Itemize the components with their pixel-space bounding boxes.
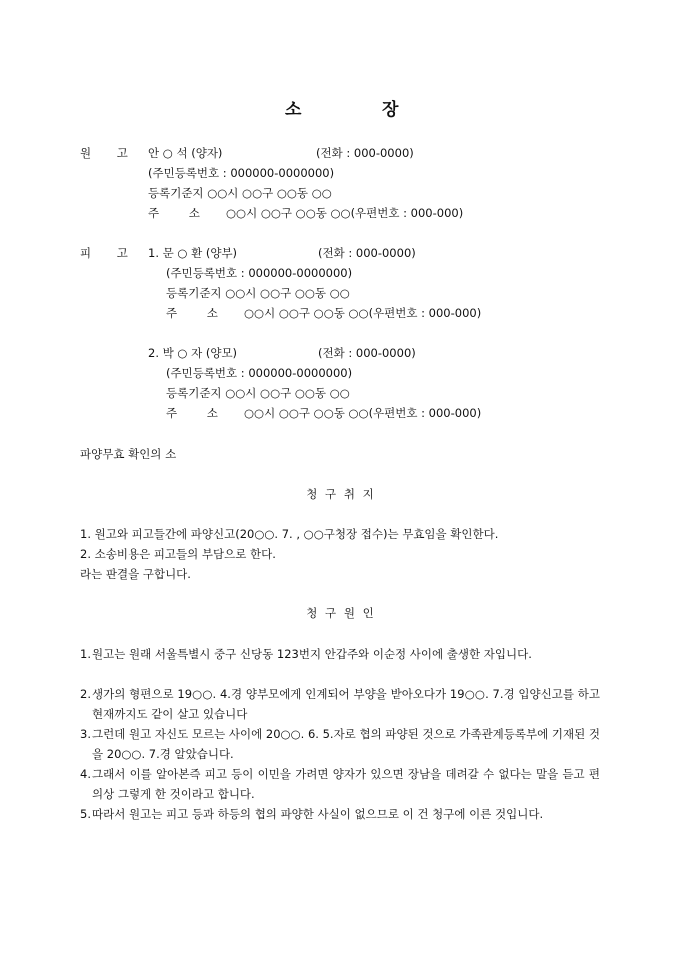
claim-cause-item-1	[80, 644, 600, 664]
claim-purpose-closing: 라는 판결을 구합니다.	[80, 567, 191, 581]
defendant-1-phone: (전화 : 000-0000)	[318, 246, 416, 260]
defendant-1-name: 1. 문 ○ 환 (양부)	[148, 246, 238, 260]
defendant-2-phone: (전화 : 000-0000)	[318, 346, 416, 360]
claim-cause-item-4	[80, 764, 600, 804]
defendant-1-address-label: 주 소	[166, 306, 218, 320]
plaintiff-phone: (전화 : 000-0000)	[316, 146, 414, 160]
claim-cause-item-number: 2.	[80, 687, 91, 701]
case-name: 파양무효 확인의 소	[80, 447, 177, 461]
defendant-1-resident-number: (주민등록번호 : 000000-0000000)	[166, 266, 353, 280]
defendant-2-address: ○○시 ○○구 ○○동 ○○(우편번호 : 000-000)	[244, 406, 482, 420]
plaintiff-address-label: 주 소	[148, 206, 200, 220]
defendant-1-address: ○○시 ○○구 ○○동 ○○(우편번호 : 000-000)	[244, 306, 482, 320]
claim-purpose-heading: 청 구 취 지	[306, 487, 374, 501]
claim-cause-item-text: 따라서 원고는 피고 등과 하등의 협의 파양한 사실이 없으므로 이 건 청구에 이른 것입니다.	[92, 807, 544, 821]
claim-cause-item-text: 그런데 원고 자신도 모르는 사이에 20○○. 6. 5.자로 협의 파양된 것으로 가족관계등록부에 기재된 것을 20○○. 7.경 알았습니다.	[92, 727, 600, 761]
claim-cause-heading: 청 구 원 인	[306, 606, 374, 620]
defendant-2-resident-number: (주민등록번호 : 000000-0000000)	[166, 366, 353, 380]
title-char-2: 장	[382, 100, 399, 120]
claim-cause-item-number: 1.	[80, 647, 91, 661]
claim-purpose-item-2: 2. 소송비용은 피고들의 부담으로 한다.	[80, 547, 276, 561]
title-char-1: 소	[285, 100, 302, 120]
defendant-2-address-label: 주 소	[166, 406, 218, 420]
plaintiff-address: ○○시 ○○구 ○○동 ○○(우편번호 : 000-000)	[226, 206, 464, 220]
defendant-2-registration-base: 등록기준지 ○○시 ○○구 ○○동 ○○	[166, 386, 350, 400]
claim-cause-item-number: 5.	[80, 807, 91, 821]
claim-purpose-item-1: 1. 원고와 피고들간에 파양신고(20○○. 7. , ○○구청장 접수)는 무효임을 확인한다.	[80, 527, 499, 541]
claim-cause-item-text: 원고는 원래 서울특별시 중구 신당동 123번지 안갑주와 이순정 사이에 출생한 자입니다.	[92, 647, 532, 661]
claim-cause-item-text: 생가의 형편으로 19○○. 4.경 양부모에게 인계되어 부양을 받아오다가 19○○. 7.경 입양신고를 하고 현재까지도 같이 살고 있습니다	[92, 687, 600, 721]
claim-cause-item-number: 4.	[80, 767, 91, 781]
claim-cause-item-2	[80, 684, 600, 724]
defendant-2-name: 2. 박 ○ 자 (양모)	[148, 346, 238, 360]
claim-cause-item-5	[80, 804, 600, 824]
defendant-1-registration-base: 등록기준지 ○○시 ○○구 ○○동 ○○	[166, 286, 350, 300]
plaintiff-name: 안 ○ 석 (양자)	[148, 146, 223, 160]
claim-cause-item-text: 그래서 이를 알아본즉 피고 등이 이민을 가려면 양자가 있으면 장남을 데려갈 수 없다는 말을 듣고 편의상 그렇게 한 것이라고 합니다.	[92, 767, 600, 801]
plaintiff-resident-number: (주민등록번호 : 000000-0000000)	[148, 166, 335, 180]
claim-cause-item-3	[80, 724, 600, 764]
plaintiff-registration-base: 등록기준지 ○○시 ○○구 ○○동 ○○	[148, 186, 332, 200]
claim-cause-item-number: 3.	[80, 727, 91, 741]
plaintiff-role-label: 원 고	[80, 146, 128, 160]
defendant-role-label: 피 고	[80, 246, 128, 260]
